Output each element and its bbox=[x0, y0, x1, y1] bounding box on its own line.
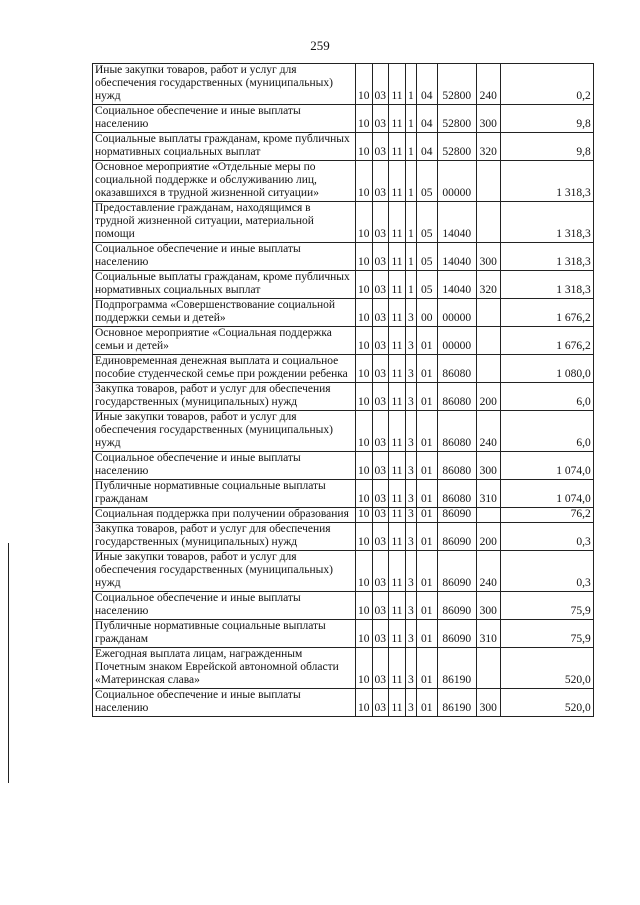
amount-cell: 76,2 bbox=[500, 508, 593, 523]
activity-code-cell: 01 bbox=[416, 689, 437, 717]
table-row bbox=[93, 355, 594, 383]
item-name-cell: Основное мероприятие «Отдельные меры по социальной поддержке и обслуживанию лиц, оказавшихся в трудной жизненной ситуации» bbox=[93, 161, 356, 202]
program-code-cell: 11 bbox=[389, 133, 406, 161]
direction-code-cell: 00000 bbox=[437, 299, 476, 327]
subprogram-code-cell: 3 bbox=[406, 592, 417, 620]
subprogram-code-cell: 3 bbox=[406, 480, 417, 508]
section-code-cell: 10 bbox=[356, 105, 373, 133]
subsection-code-cell: 03 bbox=[372, 508, 389, 523]
amount-cell: 520,0 bbox=[500, 648, 593, 689]
program-code-cell: 11 bbox=[389, 508, 406, 523]
section-code-cell: 10 bbox=[356, 133, 373, 161]
direction-code-cell: 86090 bbox=[437, 620, 476, 648]
item-name-cell: Закупка товаров, работ и услуг для обеспечения государственных (муниципальных) нужд bbox=[93, 383, 356, 411]
subsection-code-cell: 03 bbox=[372, 411, 389, 452]
subsection-code-cell: 03 bbox=[372, 105, 389, 133]
direction-code-cell: 14040 bbox=[437, 243, 476, 271]
amount-cell: 75,9 bbox=[500, 620, 593, 648]
program-code-cell: 11 bbox=[389, 648, 406, 689]
expense-type-cell: 320 bbox=[476, 271, 500, 299]
item-name-cell: Социальное обеспечение и иные выплаты населению bbox=[93, 689, 356, 717]
amount-cell: 1 080,0 bbox=[500, 355, 593, 383]
direction-code-cell: 86080 bbox=[437, 452, 476, 480]
subsection-code-cell: 03 bbox=[372, 243, 389, 271]
expense-type-cell bbox=[476, 161, 500, 202]
subprogram-code-cell: 3 bbox=[406, 383, 417, 411]
section-code-cell: 10 bbox=[356, 161, 373, 202]
amount-cell: 1 074,0 bbox=[500, 480, 593, 508]
table-row bbox=[93, 202, 594, 243]
subprogram-code-cell: 3 bbox=[406, 551, 417, 592]
program-code-cell: 11 bbox=[389, 452, 406, 480]
table-row bbox=[93, 243, 594, 271]
activity-code-cell: 01 bbox=[416, 383, 437, 411]
expense-type-cell bbox=[476, 508, 500, 523]
table-row bbox=[93, 508, 594, 523]
subsection-code-cell: 03 bbox=[372, 355, 389, 383]
subprogram-code-cell: 3 bbox=[406, 411, 417, 452]
activity-code-cell: 04 bbox=[416, 105, 437, 133]
amount-cell: 6,0 bbox=[500, 411, 593, 452]
subsection-code-cell: 03 bbox=[372, 133, 389, 161]
program-code-cell: 11 bbox=[389, 64, 406, 105]
item-name-cell: Социальное обеспечение и иные выплаты населению bbox=[93, 243, 356, 271]
activity-code-cell: 01 bbox=[416, 523, 437, 551]
item-name-cell: Публичные нормативные социальные выплаты гражданам bbox=[93, 480, 356, 508]
item-name-cell: Закупка товаров, работ и услуг для обеспечения государственных (муниципальных) нужд bbox=[93, 523, 356, 551]
table-row bbox=[93, 411, 594, 452]
item-name-cell: Социальная поддержка при получении образования bbox=[93, 508, 356, 523]
section-code-cell: 10 bbox=[356, 64, 373, 105]
page-number: 259 bbox=[310, 38, 330, 53]
table-row bbox=[93, 480, 594, 508]
amount-cell: 0,3 bbox=[500, 523, 593, 551]
program-code-cell: 11 bbox=[389, 355, 406, 383]
amount-cell: 1 318,3 bbox=[500, 243, 593, 271]
subprogram-code-cell: 3 bbox=[406, 327, 417, 355]
amount-cell: 1 318,3 bbox=[500, 202, 593, 243]
subsection-code-cell: 03 bbox=[372, 523, 389, 551]
subsection-code-cell: 03 bbox=[372, 202, 389, 243]
section-code-cell: 10 bbox=[356, 202, 373, 243]
activity-code-cell: 05 bbox=[416, 202, 437, 243]
subsection-code-cell: 03 bbox=[372, 480, 389, 508]
program-code-cell: 11 bbox=[389, 327, 406, 355]
subsection-code-cell: 03 bbox=[372, 620, 389, 648]
section-code-cell: 10 bbox=[356, 243, 373, 271]
subsection-code-cell: 03 bbox=[372, 299, 389, 327]
expense-type-cell: 240 bbox=[476, 551, 500, 592]
section-code-cell: 10 bbox=[356, 480, 373, 508]
activity-code-cell: 04 bbox=[416, 64, 437, 105]
expense-type-cell bbox=[476, 327, 500, 355]
expense-type-cell: 300 bbox=[476, 243, 500, 271]
table-row bbox=[93, 133, 594, 161]
subsection-code-cell: 03 bbox=[372, 161, 389, 202]
table-row bbox=[93, 452, 594, 480]
subprogram-code-cell: 1 bbox=[406, 202, 417, 243]
direction-code-cell: 00000 bbox=[437, 327, 476, 355]
activity-code-cell: 01 bbox=[416, 620, 437, 648]
subprogram-code-cell: 3 bbox=[406, 523, 417, 551]
subsection-code-cell: 03 bbox=[372, 551, 389, 592]
table-row bbox=[93, 523, 594, 551]
expense-type-cell: 310 bbox=[476, 480, 500, 508]
direction-code-cell: 86090 bbox=[437, 551, 476, 592]
activity-code-cell: 01 bbox=[416, 592, 437, 620]
item-name-cell: Социальные выплаты гражданам, кроме публичных нормативных социальных выплат bbox=[93, 271, 356, 299]
activity-code-cell: 01 bbox=[416, 355, 437, 383]
subsection-code-cell: 03 bbox=[372, 648, 389, 689]
section-code-cell: 10 bbox=[356, 355, 373, 383]
activity-code-cell: 01 bbox=[416, 551, 437, 592]
item-name-cell: Иные закупки товаров, работ и услуг для обеспечения государственных (муниципальных) нужд bbox=[93, 551, 356, 592]
section-code-cell: 10 bbox=[356, 620, 373, 648]
direction-code-cell: 86090 bbox=[437, 523, 476, 551]
program-code-cell: 11 bbox=[389, 480, 406, 508]
section-code-cell: 10 bbox=[356, 271, 373, 299]
item-name-cell: Основное мероприятие «Социальная поддержка семьи и детей» bbox=[93, 327, 356, 355]
section-code-cell: 10 bbox=[356, 551, 373, 592]
amount-cell: 1 074,0 bbox=[500, 452, 593, 480]
direction-code-cell: 52800 bbox=[437, 133, 476, 161]
section-code-cell: 10 bbox=[356, 383, 373, 411]
budget-table bbox=[92, 63, 594, 717]
program-code-cell: 11 bbox=[389, 592, 406, 620]
table-row bbox=[93, 620, 594, 648]
item-name-cell: Социальное обеспечение и иные выплаты населению bbox=[93, 452, 356, 480]
item-name-cell: Иные закупки товаров, работ и услуг для обеспечения государственных (муниципальных) нужд bbox=[93, 64, 356, 105]
table-row bbox=[93, 551, 594, 592]
expense-type-cell bbox=[476, 648, 500, 689]
table-row bbox=[93, 689, 594, 717]
expense-type-cell: 300 bbox=[476, 452, 500, 480]
amount-cell: 1 318,3 bbox=[500, 271, 593, 299]
activity-code-cell: 05 bbox=[416, 271, 437, 299]
expense-type-cell: 240 bbox=[476, 411, 500, 452]
program-code-cell: 11 bbox=[389, 105, 406, 133]
expense-type-cell bbox=[476, 355, 500, 383]
program-code-cell: 11 bbox=[389, 383, 406, 411]
program-code-cell: 11 bbox=[389, 243, 406, 271]
subsection-code-cell: 03 bbox=[372, 689, 389, 717]
item-name-cell: Социальные выплаты гражданам, кроме публичных нормативных социальных выплат bbox=[93, 133, 356, 161]
program-code-cell: 11 bbox=[389, 411, 406, 452]
subprogram-code-cell: 1 bbox=[406, 64, 417, 105]
program-code-cell: 11 bbox=[389, 689, 406, 717]
subprogram-code-cell: 1 bbox=[406, 105, 417, 133]
program-code-cell: 11 bbox=[389, 271, 406, 299]
activity-code-cell: 01 bbox=[416, 452, 437, 480]
section-code-cell: 10 bbox=[356, 452, 373, 480]
direction-code-cell: 86090 bbox=[437, 508, 476, 523]
subprogram-code-cell: 3 bbox=[406, 452, 417, 480]
subprogram-code-cell: 1 bbox=[406, 133, 417, 161]
section-code-cell: 10 bbox=[356, 299, 373, 327]
expense-type-cell: 200 bbox=[476, 383, 500, 411]
table-row bbox=[93, 105, 594, 133]
table-row bbox=[93, 64, 594, 105]
activity-code-cell: 01 bbox=[416, 327, 437, 355]
expense-type-cell: 300 bbox=[476, 105, 500, 133]
subprogram-code-cell: 1 bbox=[406, 243, 417, 271]
expense-type-cell: 240 bbox=[476, 64, 500, 105]
table-row bbox=[93, 327, 594, 355]
program-code-cell: 11 bbox=[389, 202, 406, 243]
amount-cell: 6,0 bbox=[500, 383, 593, 411]
amount-cell: 1 676,2 bbox=[500, 327, 593, 355]
subprogram-code-cell: 1 bbox=[406, 271, 417, 299]
table-row bbox=[93, 592, 594, 620]
section-code-cell: 10 bbox=[356, 689, 373, 717]
item-name-cell: Подпрограмма «Совершенствование социальной поддержки семьи и детей» bbox=[93, 299, 356, 327]
expense-type-cell: 310 bbox=[476, 620, 500, 648]
program-code-cell: 11 bbox=[389, 620, 406, 648]
subprogram-code-cell: 3 bbox=[406, 508, 417, 523]
direction-code-cell: 86080 bbox=[437, 411, 476, 452]
direction-code-cell: 52800 bbox=[437, 105, 476, 133]
direction-code-cell: 14040 bbox=[437, 202, 476, 243]
item-name-cell: Предоставление гражданам, находящимся в трудной жизненной ситуации, материальной помощи bbox=[93, 202, 356, 243]
activity-code-cell: 05 bbox=[416, 161, 437, 202]
subsection-code-cell: 03 bbox=[372, 271, 389, 299]
activity-code-cell: 01 bbox=[416, 508, 437, 523]
expense-type-cell: 300 bbox=[476, 689, 500, 717]
subsection-code-cell: 03 bbox=[372, 452, 389, 480]
activity-code-cell: 01 bbox=[416, 411, 437, 452]
amount-cell: 520,0 bbox=[500, 689, 593, 717]
item-name-cell: Социальное обеспечение и иные выплаты населению bbox=[93, 592, 356, 620]
direction-code-cell: 86190 bbox=[437, 648, 476, 689]
expense-type-cell bbox=[476, 202, 500, 243]
expense-type-cell: 200 bbox=[476, 523, 500, 551]
amount-cell: 1 676,2 bbox=[500, 299, 593, 327]
item-name-cell: Ежегодная выплата лицам, награжденным Почетным знаком Еврейской автономной области «Материнская слава» bbox=[93, 648, 356, 689]
table-row bbox=[93, 648, 594, 689]
item-name-cell: Единовременная денежная выплата и социальное пособие студенческой семье при рождении ребенка bbox=[93, 355, 356, 383]
section-code-cell: 10 bbox=[356, 523, 373, 551]
direction-code-cell: 86190 bbox=[437, 689, 476, 717]
subprogram-code-cell: 3 bbox=[406, 355, 417, 383]
item-name-cell: Социальное обеспечение и иные выплаты населению bbox=[93, 105, 356, 133]
direction-code-cell: 00000 bbox=[437, 161, 476, 202]
section-code-cell: 10 bbox=[356, 592, 373, 620]
direction-code-cell: 86090 bbox=[437, 592, 476, 620]
item-name-cell: Иные закупки товаров, работ и услуг для обеспечения государственных (муниципальных) нужд bbox=[93, 411, 356, 452]
amount-cell: 0,3 bbox=[500, 551, 593, 592]
subprogram-code-cell: 3 bbox=[406, 648, 417, 689]
section-code-cell: 10 bbox=[356, 327, 373, 355]
activity-code-cell: 00 bbox=[416, 299, 437, 327]
subprogram-code-cell: 3 bbox=[406, 299, 417, 327]
program-code-cell: 11 bbox=[389, 299, 406, 327]
subprogram-code-cell: 1 bbox=[406, 161, 417, 202]
expense-type-cell: 300 bbox=[476, 592, 500, 620]
margin-line bbox=[8, 543, 9, 783]
program-code-cell: 11 bbox=[389, 551, 406, 592]
subsection-code-cell: 03 bbox=[372, 64, 389, 105]
section-code-cell: 10 bbox=[356, 648, 373, 689]
table-row bbox=[93, 383, 594, 411]
direction-code-cell: 86080 bbox=[437, 480, 476, 508]
activity-code-cell: 04 bbox=[416, 133, 437, 161]
subsection-code-cell: 03 bbox=[372, 592, 389, 620]
direction-code-cell: 86080 bbox=[437, 355, 476, 383]
subprogram-code-cell: 3 bbox=[406, 689, 417, 717]
subsection-code-cell: 03 bbox=[372, 327, 389, 355]
activity-code-cell: 01 bbox=[416, 648, 437, 689]
amount-cell: 75,9 bbox=[500, 592, 593, 620]
amount-cell: 9,8 bbox=[500, 105, 593, 133]
section-code-cell: 10 bbox=[356, 508, 373, 523]
table-row bbox=[93, 299, 594, 327]
program-code-cell: 11 bbox=[389, 161, 406, 202]
direction-code-cell: 86080 bbox=[437, 383, 476, 411]
subsection-code-cell: 03 bbox=[372, 383, 389, 411]
table-body bbox=[93, 64, 594, 717]
amount-cell: 0,2 bbox=[500, 64, 593, 105]
subprogram-code-cell: 3 bbox=[406, 620, 417, 648]
activity-code-cell: 01 bbox=[416, 480, 437, 508]
section-code-cell: 10 bbox=[356, 411, 373, 452]
direction-code-cell: 14040 bbox=[437, 271, 476, 299]
expense-type-cell bbox=[476, 299, 500, 327]
expense-type-cell: 320 bbox=[476, 133, 500, 161]
amount-cell: 9,8 bbox=[500, 133, 593, 161]
table-row bbox=[93, 271, 594, 299]
amount-cell: 1 318,3 bbox=[500, 161, 593, 202]
activity-code-cell: 05 bbox=[416, 243, 437, 271]
direction-code-cell: 52800 bbox=[437, 64, 476, 105]
item-name-cell: Публичные нормативные социальные выплаты гражданам bbox=[93, 620, 356, 648]
table-row bbox=[93, 161, 594, 202]
program-code-cell: 11 bbox=[389, 523, 406, 551]
